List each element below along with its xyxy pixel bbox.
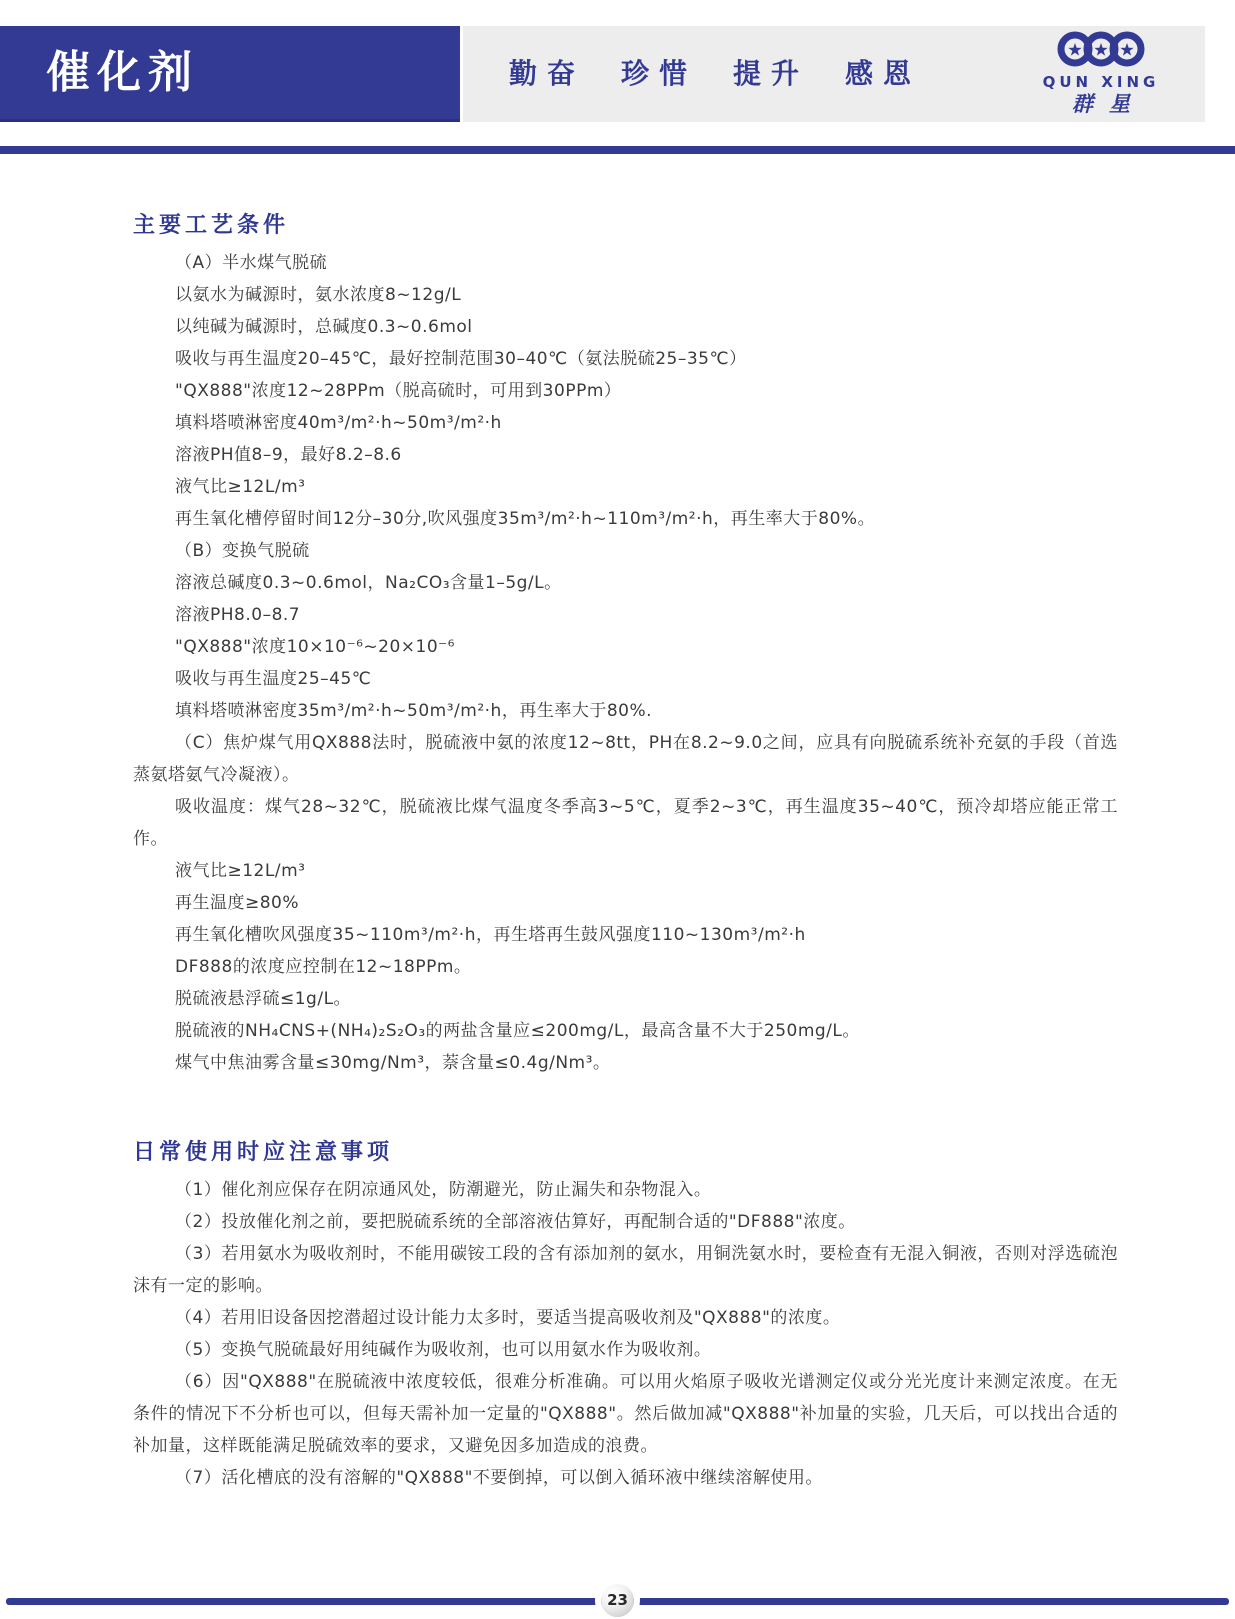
header-title-block [0,26,460,122]
page-number-ball [601,1584,634,1617]
paragraph: 再生温度≥80% [175,893,300,913]
section-heading: 日常使用时应注意事项 [133,1140,394,1165]
paragraph: 脱硫液悬浮硫≤1g/L。 [175,989,352,1009]
qunxing-rings-stars-icon [1042,30,1160,74]
motto-word: 提升 [733,57,810,90]
paragraph: 以氨水为碱源时，氨水浓度8~12g/L [175,285,462,305]
page-title: 催化剂 [46,46,199,98]
paragraph: （1）催化剂应保存在阴凉通风处，防潮避光，防止漏失和杂物混入。 [175,1180,712,1200]
section-body [133,1174,1118,1494]
paragraph: 吸收温度：煤气28~32℃，脱硫液比煤气温度冬季高3~5℃，夏季2~3℃，再生温度35~40℃，预冷却塔应能正常工作。 [133,797,1118,849]
paragraph: 液气比≥12L/m³ [175,477,306,497]
motto-word: 感恩 [845,57,922,90]
paragraph: 再生氧化槽停留时间12分–30分,吹风强度35m³/m²·h~110m³/m²·h，再生率大于80%。 [175,509,876,529]
logo-text-cn: 群星 [1072,90,1146,116]
company-logo [1021,30,1181,122]
section-heading: 主要工艺条件 [133,213,290,238]
paragraph: 溶液PH8.0–8.7 [175,605,301,625]
document-body [133,212,1118,1494]
paragraph: DF888的浓度应控制在12~18PPm。 [175,957,472,977]
header-motto-panel [463,26,1205,122]
paragraph: "QX888"浓度10×10⁻⁶~20×10⁻⁶ [175,637,455,657]
paragraph: （6）因"QX888"在脱硫液中浓度较低，很难分析准确。可以用火焰原子吸收光谱测定仪或分光光度计来测定浓度。在无条件的情况下不分析也可以，但每天需补加一定量的"QX888"。然后做加减"QX888"补加量的实验，几天后，可以找出合适的补加量，这样既能满足脱硫效率的要求，又避免因多加造成的浪费。 [133,1372,1118,1456]
page-number: 23 [607,1591,628,1609]
paragraph: 吸收与再生温度25–45℃ [175,669,372,689]
paragraph: （3）若用氨水为吸收剂时，不能用碳铵工段的含有添加剂的氨水，用铜洗氨水时，要检查有无混入铜液，否则对浮选硫泡沫有一定的影响。 [133,1244,1118,1296]
paragraph: 煤气中焦油雾含量≤30mg/Nm³，萘含量≤0.4g/Nm³。 [175,1053,611,1073]
logo-text-en: QUN XING [1042,73,1160,91]
company-motto [509,57,922,90]
paragraph: 液气比≥12L/m³ [175,861,306,881]
paragraph: （2）投放催化剂之前，要把脱硫系统的全部溶液估算好，再配制合适的"DF888"浓度。 [175,1212,856,1232]
paragraph: 填料塔喷淋密度40m³/m²·h~50m³/m²·h [175,413,502,433]
paragraph: 溶液PH值8–9，最好8.2–8.6 [175,445,402,465]
paragraph: （C）焦炉煤气用QX888法时，脱硫液中氨的浓度12~8tt，PH在8.2~9.0之间，应具有向脱硫系统补充氨的手段（首选蒸氨塔氨气冷凝液）。 [133,733,1118,785]
paragraph: （7）活化槽底的没有溶解的"QX888"不要倒掉，可以倒入循环液中继续溶解使用。 [175,1468,823,1488]
paragraph: 填料塔喷淋密度35m³/m²·h~50m³/m²·h，再生率大于80%. [175,701,653,721]
paragraph: （A）半水煤气脱硫 [175,253,328,273]
header-divider-rule [0,146,1235,154]
page-footer [0,1580,1235,1619]
motto-word: 勤奋 [509,57,586,90]
paragraph: 脱硫液的NH₄CNS+(NH₄)₂S₂O₃的两盐含量应≤200mg/L，最高含量不大于250mg/L。 [175,1021,860,1041]
page-header [0,26,1235,122]
section-body [133,247,1118,1079]
paragraph: 吸收与再生温度20–45℃，最好控制范围30–40℃（氨法脱硫25–35℃） [175,349,747,369]
paragraph: 溶液总碱度0.3~0.6mol，Na₂CO₃含量1–5g/L。 [175,573,562,593]
motto-word: 珍惜 [621,57,698,90]
paragraph: （4）若用旧设备因挖潜超过设计能力太多时，要适当提高吸收剂及"QX888"的浓度。 [175,1308,841,1328]
paragraph: "QX888"浓度12~28PPm（脱高硫时，可用到30PPm） [175,381,622,401]
document-section [133,212,1118,1079]
paragraph: 以纯碱为碱源时，总碱度0.3~0.6mol [175,317,473,337]
document-section [133,1139,1118,1494]
paragraph: （5）变换气脱硫最好用纯碱作为吸收剂，也可以用氨水作为吸收剂。 [175,1340,712,1360]
paragraph: 再生氧化槽吹风强度35~110m³/m²·h，再生塔再生鼓风强度110~130m³/m²·h [175,925,806,945]
paragraph: （B）变换气脱硫 [175,541,310,561]
